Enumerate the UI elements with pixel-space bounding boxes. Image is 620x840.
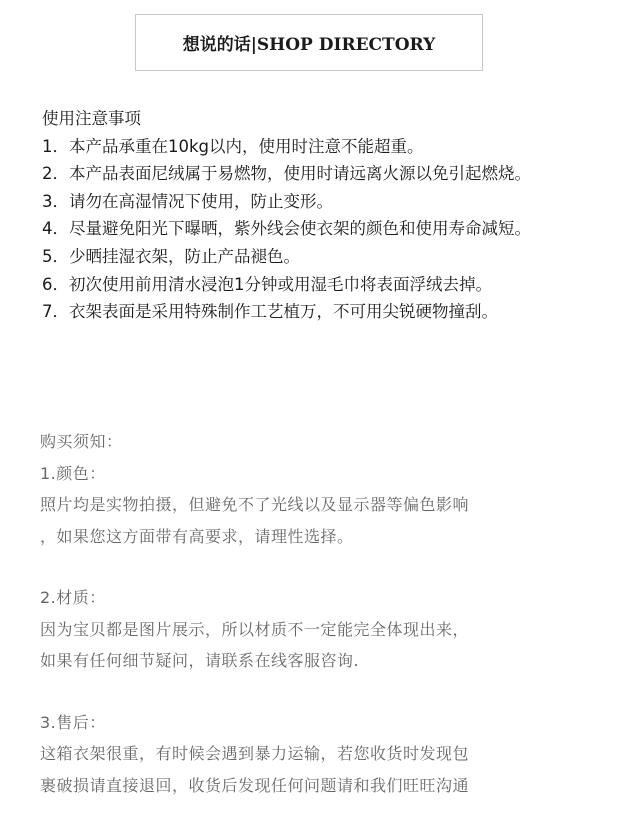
section-line: 裹破损请直接退回，收货后发现任何问题请和我们旺旺沟通 [40,775,470,795]
title-box [135,14,483,71]
usage-note-item: 2．本产品表面尼绒属于易燃物，使用时请远离火源以免引起燃烧。 [42,164,531,184]
usage-notes-heading: 使用注意事项 [42,109,141,128]
spacer [40,552,600,582]
section-line: 照片均是实物拍摄，但避免不了光线以及显示器等偏色影响 [40,495,470,514]
usage-note-item: 1．本产品承重在10kg以内，使用时注意不能超重。 [42,136,424,156]
usage-note-item: 3．请勿在高湿情况下使用，防止变形。 [42,191,333,211]
section-title-color: 1.颜色： [40,463,106,483]
usage-note-item: 4．尽量避免阳光下曝晒，紫外线会使衣架的颜色和使用寿命减短。 [42,219,531,239]
spacer [40,677,600,707]
usage-note-item: 7．衣架表面是采用特殊制作工艺植万，不可用尖锐硬物撞刮。 [42,302,498,322]
section-line: 因为宝贝都是图片展示，所以材质不一定能完全体现出来， [40,619,470,639]
purchase-notes [40,426,600,801]
section-title-after-sales: 3.售后： [40,712,106,732]
usage-note-item: 5．少晒挂湿衣架，防止产品褪色。 [42,246,300,266]
section-title-material: 2.材质： [40,588,106,607]
page-title: 想说的话|SHOP DIRECTORY [182,35,436,55]
section-line: 如果有任何细节疑问，请联系在线客服咨询. [40,651,360,670]
section-line: ，如果您这方面带有高要求，请理性选择。 [40,526,354,546]
usage-notes [42,105,602,326]
usage-note-item: 6．初次使用前用清水浸泡1分钟或用湿毛巾将表面浮绒去掉。 [42,274,492,294]
section-line: 这箱衣架很重，有时候会遇到暴力运输，若您收货时发现包 [40,744,470,763]
purchase-notes-heading: 购买须知： [40,432,123,451]
